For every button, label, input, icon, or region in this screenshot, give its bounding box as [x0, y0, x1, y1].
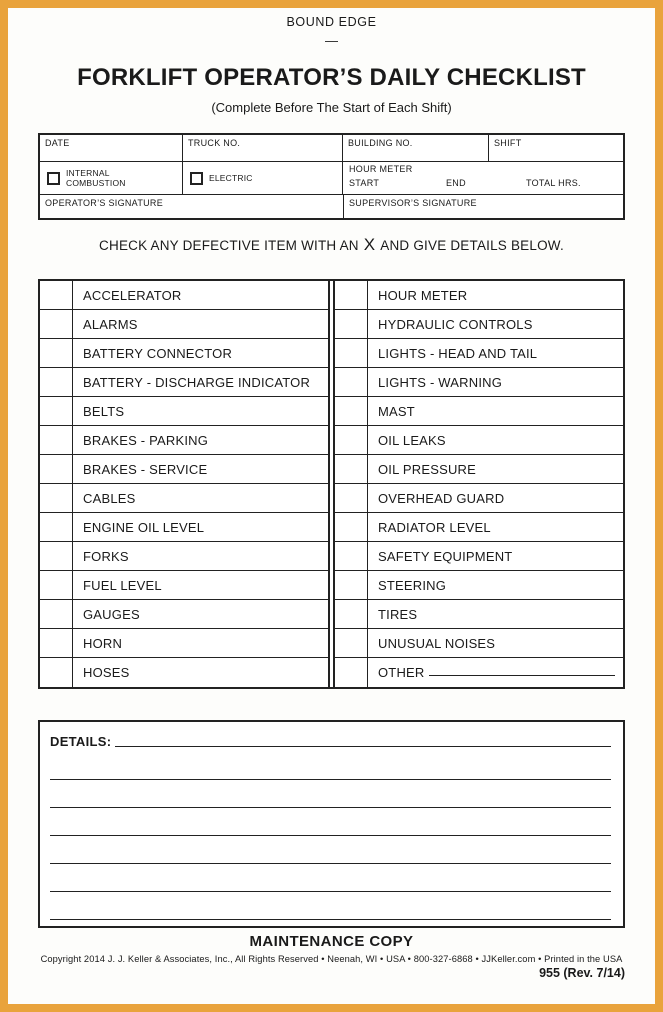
- defect-checkbox-cell[interactable]: [335, 339, 368, 367]
- checklist-right-column: [333, 281, 623, 687]
- checklist-item-label: ALARMS: [83, 316, 138, 332]
- defect-checkbox-cell[interactable]: [40, 629, 73, 657]
- checklist-table: [38, 279, 625, 689]
- checklist-item-label: GAUGES: [83, 606, 140, 622]
- checklist-item-label: CABLES: [83, 490, 136, 506]
- date-field[interactable]: [40, 135, 183, 161]
- checklist-item-label: FUEL LEVEL: [83, 577, 162, 593]
- building-no-label: BUILDING NO.: [348, 138, 413, 148]
- hour-meter-subfields: [349, 178, 617, 188]
- checklist-item-label: SAFETY EQUIPMENT: [378, 548, 513, 564]
- defect-checkbox-cell[interactable]: [40, 368, 73, 396]
- checklist-item-label: RADIATOR LEVEL: [378, 519, 491, 535]
- defect-checkbox-cell[interactable]: [335, 658, 368, 687]
- checklist-row: [40, 368, 328, 397]
- checklist-row: [40, 658, 328, 687]
- checklist-item-label: LIGHTS - WARNING: [378, 374, 503, 390]
- header-row-signatures: [40, 195, 623, 218]
- defect-checkbox-cell[interactable]: [335, 310, 368, 338]
- checklist-row: [40, 513, 328, 542]
- checklist-row: [335, 397, 623, 426]
- details-writing-line[interactable]: [115, 746, 611, 747]
- checklist-row: [40, 310, 328, 339]
- checklist-row: [40, 484, 328, 513]
- hour-meter-end-label: END: [446, 178, 466, 188]
- electric-checkbox[interactable]: [190, 172, 203, 185]
- defect-checkbox-cell[interactable]: [40, 513, 73, 541]
- header-table: [38, 133, 625, 220]
- header-row-labels: [40, 135, 623, 162]
- form-page: [8, 8, 655, 1004]
- details-writing-line[interactable]: [50, 807, 611, 808]
- checklist-row: [335, 542, 623, 571]
- internal-combustion-label: INTERNAL COMBUSTION: [66, 167, 126, 188]
- hour-meter-total-label: TOTAL HRS.: [526, 178, 581, 188]
- copy-type-label: MAINTENANCE COPY: [249, 933, 414, 950]
- checklist-item-label: HOSES: [83, 665, 130, 680]
- checklist-row: [40, 455, 328, 484]
- form-title: FORKLIFT OPERATOR’S DAILY CHECKLIST: [77, 64, 586, 91]
- hour-meter-field[interactable]: [343, 162, 623, 194]
- instruction-text: [8, 235, 655, 255]
- checklist-item-label: HOUR METER: [378, 287, 468, 303]
- operator-signature-field[interactable]: [40, 195, 344, 218]
- form-subtitle: (Complete Before The Start of Each Shift): [211, 100, 452, 115]
- checklist-item-label: ACCELERATOR: [83, 287, 182, 303]
- electric-label: ELECTRIC: [209, 172, 253, 183]
- checklist-row: [335, 339, 623, 368]
- checklist-item-label: BRAKES - PARKING: [83, 432, 209, 448]
- defect-checkbox-cell[interactable]: [40, 600, 73, 628]
- checklist-row: [335, 513, 623, 542]
- checklist-row: [335, 600, 623, 629]
- checklist-row: [40, 339, 328, 368]
- checklist-row: [335, 571, 623, 600]
- checklist-row: [40, 281, 328, 310]
- checklist-item-label: FORKS: [83, 548, 129, 564]
- checklist-item-label: STEERING: [378, 577, 447, 593]
- checklist-item-label: ENGINE OIL LEVEL: [83, 519, 205, 535]
- shift-field[interactable]: [489, 135, 623, 161]
- defect-checkbox-cell[interactable]: [335, 484, 368, 512]
- checklist-item-label: OTHER: [368, 658, 623, 687]
- date-label: DATE: [45, 138, 70, 148]
- header-row-truck-type: [40, 162, 623, 195]
- operator-signature-label: OPERATOR’S SIGNATURE: [45, 198, 164, 208]
- details-writing-line[interactable]: [50, 779, 611, 780]
- defect-checkbox-cell[interactable]: [40, 484, 73, 512]
- defect-checkbox-cell[interactable]: [40, 339, 73, 367]
- defect-checkbox-cell[interactable]: [40, 658, 73, 687]
- electric-field[interactable]: [183, 162, 343, 194]
- defect-checkbox-cell[interactable]: [40, 281, 73, 309]
- defect-checkbox-cell[interactable]: [335, 629, 368, 657]
- supervisor-signature-field[interactable]: [344, 195, 623, 218]
- checklist-row: [335, 426, 623, 455]
- details-header-line: [50, 734, 611, 749]
- defect-checkbox-cell[interactable]: [335, 397, 368, 425]
- checklist-row: [335, 658, 623, 687]
- details-writing-line[interactable]: [50, 919, 611, 920]
- details-section: [38, 720, 625, 928]
- defect-checkbox-cell[interactable]: [40, 455, 73, 483]
- instruction-pre: CHECK ANY DEFECTIVE ITEM WITH AN: [99, 238, 359, 253]
- checklist-item-label: UNUSUAL NOISES: [378, 635, 496, 651]
- checklist-row: [335, 629, 623, 658]
- checklist-left-column: [40, 281, 330, 687]
- truck-no-label: TRUCK NO.: [188, 138, 241, 148]
- checklist-item-label: OIL LEAKS: [378, 432, 446, 448]
- checklist-item-label: BATTERY CONNECTOR: [83, 345, 233, 361]
- defect-checkbox-cell[interactable]: [335, 542, 368, 570]
- checklist-row: [335, 368, 623, 397]
- details-writing-line[interactable]: [50, 863, 611, 864]
- defect-checkbox-cell[interactable]: [335, 600, 368, 628]
- checklist-item-label: OIL PRESSURE: [378, 461, 477, 477]
- checklist-row: [335, 310, 623, 339]
- checklist-row: [335, 281, 623, 310]
- bound-edge-label: BOUND EDGE: [286, 15, 377, 29]
- checklist-item-label: LIGHTS - HEAD AND TAIL: [378, 345, 538, 361]
- bound-edge-dash: —: [325, 33, 338, 48]
- defect-checkbox-cell[interactable]: [40, 397, 73, 425]
- internal-combustion-field[interactable]: [40, 162, 183, 194]
- checklist-row: [40, 629, 328, 658]
- checklist-row: [40, 426, 328, 455]
- defect-checkbox-cell[interactable]: [335, 281, 368, 309]
- checklist-item-label: BRAKES - SERVICE: [83, 461, 208, 477]
- defect-checkbox-cell[interactable]: [40, 310, 73, 338]
- checklist-row: [335, 484, 623, 513]
- supervisor-signature-label: SUPERVISOR’S SIGNATURE: [349, 198, 477, 208]
- checklist-row: [335, 455, 623, 484]
- checklist-item-label: BATTERY - DISCHARGE INDICATOR: [83, 374, 311, 390]
- checklist-row: [40, 571, 328, 600]
- hour-meter-start-label: START: [349, 178, 380, 188]
- form-number: 955 (Rev. 7/14): [539, 966, 625, 980]
- defect-checkbox-cell[interactable]: [40, 426, 73, 454]
- checklist-item-label: TIRES: [378, 606, 418, 622]
- checklist-row: [40, 600, 328, 629]
- defect-checkbox-cell[interactable]: [40, 542, 73, 570]
- checklist-row: [40, 397, 328, 426]
- checklist-item-label: HYDRAULIC CONTROLS: [378, 316, 533, 332]
- details-label: DETAILS:: [50, 734, 112, 749]
- other-fill-line[interactable]: [429, 661, 616, 676]
- instruction-x-mark: X: [363, 235, 376, 254]
- checklist-item-label: OVERHEAD GUARD: [378, 490, 505, 506]
- checklist-item-label: HORN: [83, 635, 123, 651]
- defect-checkbox-cell[interactable]: [335, 513, 368, 541]
- internal-combustion-checkbox[interactable]: [47, 172, 60, 185]
- building-no-field[interactable]: [343, 135, 489, 161]
- checklist-item-label: BELTS: [83, 403, 125, 419]
- defect-checkbox-cell[interactable]: [40, 571, 73, 599]
- instruction-post: AND GIVE DETAILS BELOW.: [380, 238, 564, 253]
- truck-no-field[interactable]: [183, 135, 343, 161]
- shift-label: SHIFT: [494, 138, 522, 148]
- defect-checkbox-cell[interactable]: [335, 571, 368, 599]
- checklist-row: [40, 542, 328, 571]
- copyright-line: Copyright 2014 J. J. Keller & Associates, Inc., All Rights Reserved • Neenah, WI • USA • 800-327-6868 • JJKeller.com • Printed in the USA: [40, 954, 623, 964]
- details-writing-line[interactable]: [50, 891, 611, 892]
- defect-checkbox-cell[interactable]: [335, 426, 368, 454]
- checklist-item-label: MAST: [378, 403, 415, 419]
- hour-meter-label: HOUR METER: [349, 164, 413, 174]
- defect-checkbox-cell[interactable]: [335, 455, 368, 483]
- details-writing-line[interactable]: [50, 835, 611, 836]
- defect-checkbox-cell[interactable]: [335, 368, 368, 396]
